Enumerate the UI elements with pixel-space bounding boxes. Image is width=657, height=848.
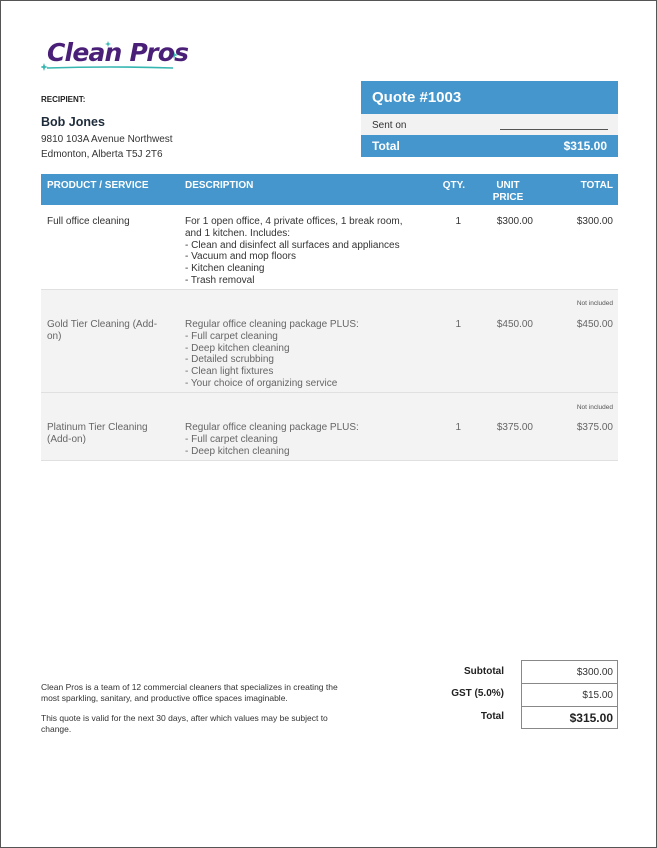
description-line: - Your choice of organizing service (185, 377, 338, 389)
sent-on-date-line (500, 129, 608, 130)
quote-summary-box (361, 81, 618, 157)
brand-name: Clean Pros (47, 38, 189, 67)
quote-title: Quote #1003 (361, 81, 618, 114)
row-qty: 1 (455, 422, 461, 433)
sent-on-label: Sent on (372, 120, 407, 131)
row-product (47, 422, 177, 446)
sent-on-row (361, 114, 618, 135)
table-row (41, 290, 618, 393)
description-line: - Deep kitchen cleaning (185, 342, 290, 354)
header-description: DESCRIPTION (185, 180, 254, 191)
recipient-address-line2: Edmonton, Alberta T5J 2T6 (41, 149, 163, 160)
row-unit-price: $450.00 (496, 319, 533, 330)
product-line: (Add-on) (47, 433, 86, 445)
product-line: Full office cleaning (47, 216, 130, 227)
description-line: - Trash removal (185, 274, 255, 286)
header-qty: QTY. (442, 180, 465, 191)
row-note: Not included (576, 300, 613, 307)
row-qty: 1 (455, 216, 461, 227)
summary-total-value: $315.00 (521, 706, 618, 729)
row-description (185, 319, 425, 390)
quote-total-value: $315.00 (563, 139, 607, 153)
header-product: PRODUCT / SERVICE (47, 180, 149, 191)
gst-label: GST (5.0%) (451, 688, 504, 699)
description-line: For 1 open office, 4 private offices, 1 break room, (185, 216, 403, 227)
company-description (41, 682, 381, 703)
table-row (41, 205, 618, 290)
quote-total-label: Total (372, 139, 400, 153)
header-total: TOTAL (580, 180, 613, 191)
row-unit-price: $375.00 (496, 422, 533, 433)
row-total: $450.00 (576, 319, 613, 330)
description-line: - Vacuum and mop floors (185, 251, 296, 263)
gst-value: $15.00 (521, 683, 618, 706)
recipient-address-line1: 9810 103A Avenue Northwest (41, 134, 173, 145)
row-description (185, 422, 425, 457)
table-row (41, 393, 618, 461)
subtotal-label: Subtotal (464, 666, 504, 677)
description-line: Regular office cleaning package PLUS: (185, 422, 359, 433)
product-line: Platinum Tier Cleaning (47, 422, 148, 433)
validity-note (41, 713, 381, 734)
row-product (47, 319, 177, 343)
about-line: Clean Pros is a team of 12 commercial cleaners that specializes in creating the (41, 682, 338, 692)
about-line: most sparkling, sanitary, and productive office spaces imaginable. (41, 692, 288, 703)
row-unit-price: $300.00 (496, 216, 533, 227)
table-header (41, 174, 618, 205)
validity-line: change. (41, 723, 72, 734)
header-unit-line1: UNIT (496, 180, 520, 191)
description-line: - Clean and disinfect all surfaces and appliances (185, 239, 400, 251)
summary-total-label: Total (480, 711, 504, 722)
row-description (185, 216, 425, 287)
product-line: Gold Tier Cleaning (Add- (47, 319, 158, 330)
quote-total-row (361, 135, 618, 157)
header-unit-line2: PRICE (492, 192, 524, 203)
row-total: $300.00 (576, 216, 613, 227)
row-product (47, 216, 177, 228)
subtotal-value: $300.00 (521, 660, 618, 683)
line-items-table (41, 174, 618, 461)
description-line: - Detailed scrubbing (185, 354, 274, 366)
brand-logo (41, 37, 191, 73)
description-line: and 1 kitchen. Includes: (185, 227, 291, 239)
row-note: Not included (576, 404, 613, 411)
description-line: Regular office cleaning package PLUS: (185, 319, 359, 330)
description-line: - Full carpet cleaning (185, 330, 278, 342)
recipient-name: Bob Jones (41, 115, 105, 129)
description-line: - Kitchen cleaning (185, 263, 265, 275)
row-qty: 1 (455, 319, 461, 330)
row-total: $375.00 (576, 422, 613, 433)
description-line: - Full carpet cleaning (185, 433, 278, 445)
description-line: - Deep kitchen cleaning (185, 445, 290, 457)
validity-line: This quote is valid for the next 30 days, after which values may be subject to (41, 713, 328, 723)
product-line: on) (47, 330, 62, 342)
recipient-label: RECIPIENT: (41, 95, 86, 104)
description-line: - Clean light fixtures (185, 366, 274, 378)
header-unit-price (471, 180, 533, 204)
